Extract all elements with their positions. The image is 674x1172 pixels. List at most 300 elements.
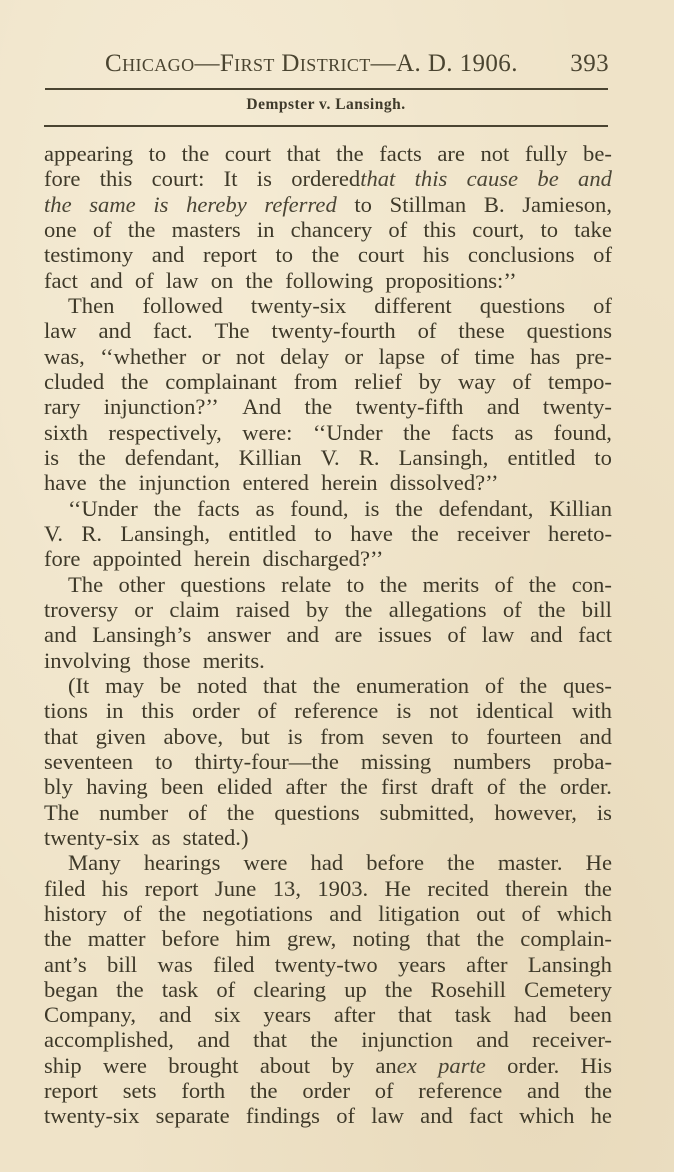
word-group [375,1053,416,1078]
word: number [99,799,169,825]
word: the [304,394,333,420]
word-group [44,217,77,242]
word: this [99,166,133,192]
italic-word: referred [264,191,337,217]
word: by [418,368,442,394]
word-group [476,901,505,926]
word: and [90,267,123,293]
word-group [548,369,612,394]
word: law [44,318,77,344]
word-group [81,521,102,546]
word: the [528,571,557,597]
word: the [226,799,255,825]
word: conclusions [467,242,575,268]
word-group [216,977,235,1002]
word-group [480,293,565,318]
word-group [78,445,106,470]
word: began [44,976,98,1002]
word: his [101,875,129,901]
word: hearings [143,850,221,876]
word: answer [206,622,271,648]
case-title: Dempster v. Lansingh. [246,96,406,113]
word: the [447,850,475,876]
word-group [503,597,522,622]
word: Stillman [389,191,467,217]
word: task [161,976,199,1002]
word: his [422,242,450,268]
word: numbers [453,748,532,774]
word: was, [44,343,85,369]
word: of [417,318,437,344]
word: tempo- [547,368,612,394]
body-text [44,141,612,1129]
word-group [68,572,103,597]
word-group [93,217,112,242]
word: brought [168,1052,239,1078]
word-group [593,242,612,267]
word: the [379,571,408,597]
word-group [116,977,144,1002]
word-group [44,394,80,419]
word: accomplished, [44,1027,174,1053]
word-group [100,344,186,369]
word: an [375,1052,397,1078]
word-group [197,673,247,698]
word: and [527,1078,560,1104]
word: given [95,723,146,749]
word-group [317,876,368,901]
word-group [514,1002,547,1027]
word: has [530,343,561,369]
word: seven [381,723,434,749]
word-group [241,724,270,749]
word-group [447,622,466,647]
word-group [453,749,531,774]
word-group [527,318,612,343]
word-group [548,521,612,546]
word-group [385,977,413,1002]
word-group [180,572,265,597]
word: fact [44,267,78,293]
word: he [590,1103,612,1129]
word: the [403,419,431,445]
word: of [188,799,207,825]
word: 1903. [317,875,369,901]
word-group [162,926,220,951]
word-group [378,901,460,926]
word-group [99,318,132,343]
word-group [207,622,271,647]
word-group [597,800,612,825]
word: those [142,647,191,673]
word: ‘‘Under [68,495,138,521]
word-group [102,876,128,901]
word: claim [169,596,220,622]
word-group [529,572,557,597]
word-group [121,369,149,394]
word-group [476,1027,509,1052]
word: and [158,1002,192,1028]
word-group [286,622,319,647]
word: law [371,1103,404,1129]
word-group [286,774,327,799]
word: court [224,141,272,166]
text-line [44,825,612,850]
word-group [381,774,417,799]
word: R. [81,520,103,546]
word: that [263,672,297,698]
word-group [311,850,344,875]
word-group [519,774,547,799]
word: after [285,774,327,800]
word: from [320,723,365,749]
word-group [427,876,488,901]
word-group [214,1002,240,1027]
word: dissolved?’’ [389,470,499,496]
italic-word: that [360,166,396,192]
word-group [44,1002,136,1027]
word-group [505,876,568,901]
word: of [521,900,541,926]
word: of [593,242,612,268]
word: therein [505,875,568,901]
word-group [280,344,329,369]
text-line [44,242,612,267]
word-group [158,952,193,977]
word: merits [422,571,480,597]
word-group [576,344,612,369]
word: filed [213,951,255,977]
word: Killian [238,444,302,470]
word-group [532,1027,612,1052]
word-group [183,825,255,850]
word-group [125,445,220,470]
word-group [228,521,296,546]
word-group [44,977,98,1002]
word: six [214,1002,241,1028]
word-group [418,318,437,343]
word: relate [281,571,332,597]
word-group [350,521,393,546]
word-group [68,496,138,521]
word-group [287,724,302,749]
word-group [356,394,464,419]
word: Jamieson, [522,191,612,217]
word-group [415,166,448,191]
word-group [275,952,378,977]
word: elided [216,774,273,800]
word: of [484,672,504,698]
word-group [390,192,467,217]
word-group [44,1053,82,1078]
word-group [44,470,93,495]
text-line [44,217,612,242]
text-line [44,141,612,166]
word-group [182,141,210,166]
word-group [583,141,612,166]
word: order [191,698,240,724]
word-group [538,597,566,622]
word: injunction [361,1027,453,1053]
text-line [44,496,612,521]
word: R. [358,444,380,470]
word-group [44,1103,139,1128]
word: history [44,900,107,926]
word-group [420,1103,453,1128]
word-group [263,546,390,571]
word-group [107,952,137,977]
word: have [44,470,87,496]
word-group [399,445,489,470]
text-line [44,344,612,369]
word: twenty-six [44,824,140,850]
word: in [256,216,275,242]
word: receiver- [532,1027,612,1053]
text-line [44,192,612,217]
word-group [224,166,238,191]
word: recited [427,875,489,901]
word: con- [571,571,612,597]
word: lapse [378,343,425,369]
word: that [253,1027,288,1053]
word: the [476,926,505,952]
word-group [480,141,509,166]
word: fact [469,1103,503,1129]
word-group [263,673,297,698]
word-group [364,496,379,521]
word: herein [193,546,251,572]
word-group [578,622,612,647]
text-line [44,1027,612,1052]
word-group [385,876,411,901]
word-group [354,192,372,217]
word-group [44,369,104,394]
word: court [357,242,405,268]
word-group [458,369,496,394]
word-group [263,1002,311,1027]
text-line [44,369,612,394]
word-group [246,1103,320,1128]
word-group [557,901,612,926]
word: the [245,267,274,293]
word: facts [197,495,240,521]
word: submitted, [379,799,475,825]
word-group [108,420,221,445]
word: to [314,520,332,546]
word: is [256,166,272,192]
word-group [44,242,133,267]
word-group [507,1053,559,1078]
word: delay [280,343,330,369]
word: His [580,1052,612,1078]
word-group [321,470,384,495]
word: the [44,926,72,952]
word: ship [44,1052,82,1078]
word-group [120,521,210,546]
word-group [525,141,568,166]
word: of [216,976,236,1002]
word: is [287,723,303,749]
word: draft [430,774,474,800]
word: and [98,318,132,344]
word-group [44,318,77,343]
word: that [44,723,78,749]
word-group [104,394,219,419]
word: findings [245,1103,320,1129]
word: issues [377,622,432,648]
word-group [215,876,256,901]
word: fourteen [486,723,562,749]
word: the [311,242,340,268]
word-group [302,1078,350,1103]
word-group [354,369,402,394]
word: filed [44,875,86,901]
word-group [553,749,612,774]
word: Cemetery [524,976,612,1002]
word: the [344,596,373,622]
text-line [44,572,612,597]
word: had [310,850,344,876]
word-group [264,192,336,217]
italic-word: hereby [186,191,247,217]
word: following [285,267,374,293]
word-group [260,1053,310,1078]
word: matter [87,926,146,952]
word-group [549,496,612,521]
word: entered [242,470,309,496]
word-group [236,926,271,951]
word: twenty-fifth [355,394,464,420]
word: the [120,368,149,394]
word: and [44,622,77,648]
word: clearing [253,976,327,1002]
word-group [123,1078,157,1103]
word-group [68,673,89,698]
word-group [273,876,301,901]
text-line [44,926,612,951]
word-group [88,926,146,951]
word: defendant, [438,495,534,521]
word-group [584,876,612,901]
word-group [358,242,404,267]
word: herein [321,470,378,496]
word: which [519,1103,575,1129]
word-group [242,420,292,445]
word-group [380,800,475,825]
word-group [152,242,185,267]
word: not [235,343,265,369]
word: stated.) [182,824,249,850]
word-group [169,597,219,622]
word-group [466,952,507,977]
italic-word: this [414,166,448,192]
word-group [123,901,142,926]
word: the [181,141,210,166]
text-line [44,952,612,977]
word: hereto- [548,520,612,546]
word-group [275,242,293,267]
word-group [44,724,78,749]
word: injunction?’’ [103,394,219,420]
word-group [172,217,241,242]
word: on [210,267,234,293]
text-line [44,268,612,293]
word-group [380,572,408,597]
word-group [44,597,118,622]
word-group [213,952,254,977]
text-line [44,1053,612,1078]
word-group [543,394,612,419]
word: the [537,596,566,622]
word-group [181,1078,225,1103]
word-group [398,952,446,977]
word: fact. [153,318,193,344]
italic-word: ex [396,1052,417,1078]
word-group [152,166,205,191]
word-group [106,698,124,723]
word-group [287,926,336,951]
word: years [263,1002,312,1028]
word-group [100,166,133,191]
text-line [44,901,612,926]
text-line [44,673,612,698]
word-group [160,673,181,698]
word-group [385,268,522,293]
word-group [44,926,72,951]
word-group [520,926,612,951]
word: was [157,951,193,977]
word: from [293,368,338,394]
word-group [244,850,288,875]
word-group [344,344,363,369]
word: He [384,875,411,901]
text-line [44,445,612,470]
word: is [596,799,612,825]
word: fact [578,622,612,648]
word: to [275,242,294,268]
word-group [313,420,383,445]
word-group [86,774,148,799]
word: receiver [457,520,530,546]
word: task [454,1002,492,1028]
word: litigation [378,900,460,926]
word: rary [44,394,81,420]
word: about [259,1052,311,1078]
word-group [344,977,367,1002]
word: questions [180,571,266,597]
word-group [253,977,326,1002]
word-group [153,318,193,343]
word-group [487,394,520,419]
word-group [310,1027,338,1052]
word-group [68,850,121,875]
word: out [476,900,506,926]
word-group [472,217,524,242]
word: to [155,748,173,774]
word-group [291,166,395,191]
word: Killian [549,495,612,521]
word-group [530,344,560,369]
word: Company, [44,1002,137,1028]
word: is [396,698,412,724]
word: entitled [228,520,297,546]
text-line [44,698,612,723]
word-group [476,698,554,723]
text-line [44,470,612,495]
word: bly [44,774,73,800]
word-group [572,698,612,723]
word-group [419,369,442,394]
